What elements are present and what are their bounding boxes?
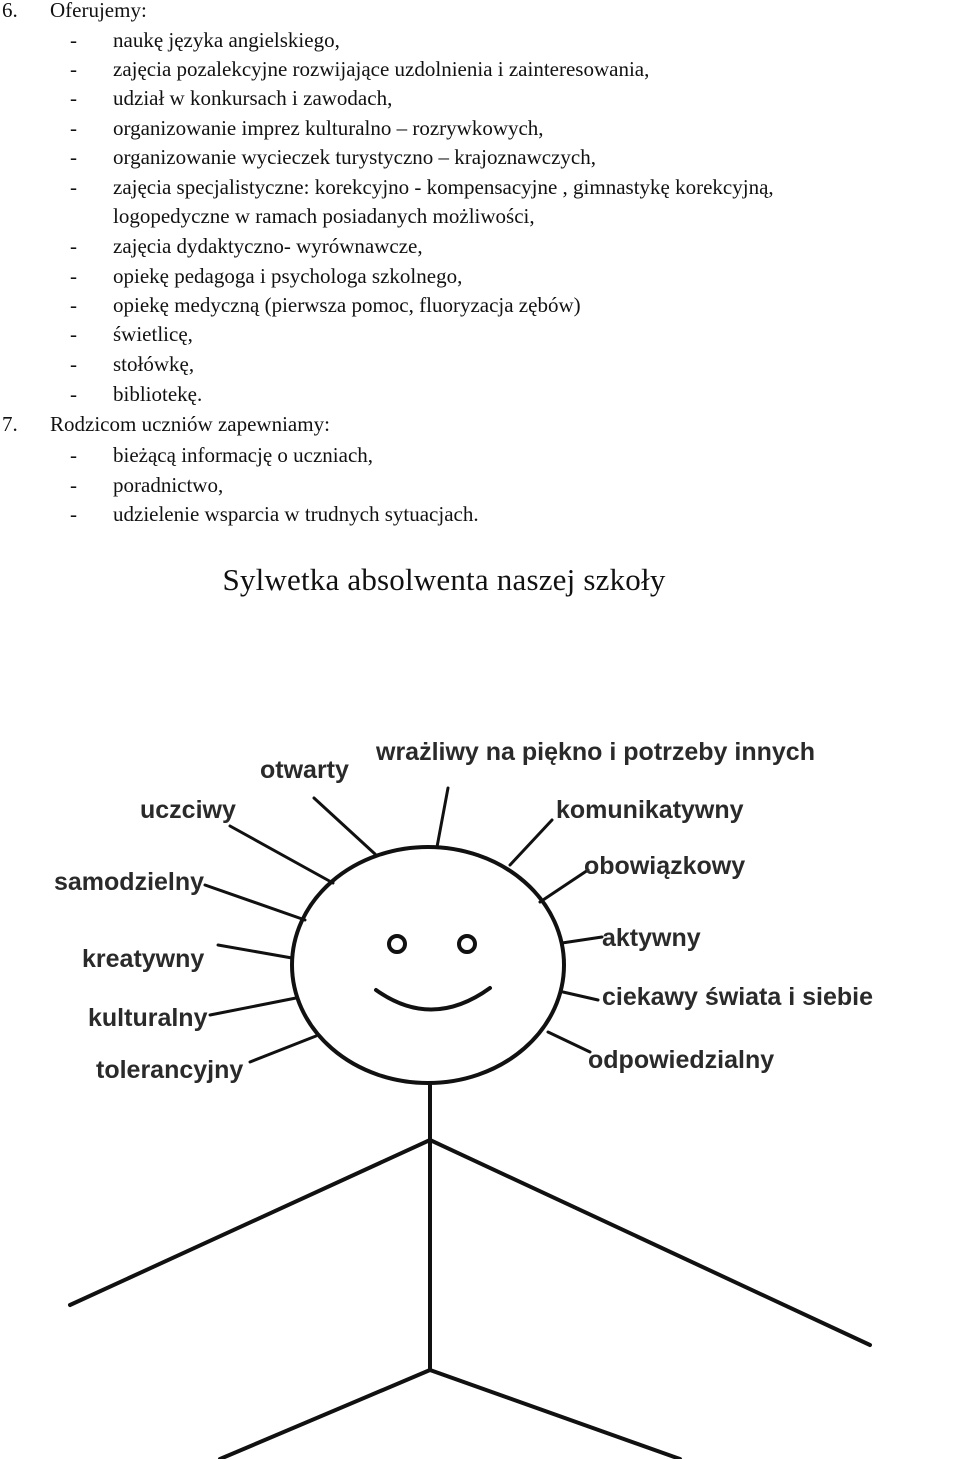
bullet-dash: - <box>70 382 77 406</box>
list-item-text: zajęcia specjalistyczne: korekcyjno - kompensacyjne , gimnastykę korekcyjną, <box>113 175 774 199</box>
ray-line <box>540 870 588 902</box>
list-item-text: opiekę pedagoga i psychologa szkolnego, <box>113 264 463 288</box>
section-number: 6. <box>2 0 18 22</box>
list-item-text: logopedyczne w ramach posiadanych możliwości, <box>113 204 535 228</box>
list-item-text: świetlicę, <box>113 322 193 346</box>
sun-rays <box>205 788 602 1062</box>
ray-line <box>230 826 333 883</box>
bullet-dash: - <box>70 86 77 110</box>
section-number: 7. <box>2 412 18 436</box>
trait-label: ciekawy świata i siebie <box>602 983 873 1011</box>
left-leg-line <box>220 1370 430 1459</box>
bullet-dash: - <box>70 57 77 81</box>
trait-label: wrażliwy na piękno i potrzeby innych <box>376 738 815 766</box>
left-eye-icon <box>389 936 405 952</box>
trait-label: kulturalny <box>88 1004 208 1032</box>
list-item-text: poradnictwo, <box>113 473 224 497</box>
list-item-text: bieżącą informację o uczniach, <box>113 443 374 467</box>
trait-label: otwarty <box>260 756 349 784</box>
bullet-dash: - <box>70 145 77 169</box>
trait-label: kreatywny <box>82 945 205 973</box>
right-arm-line <box>430 1140 870 1345</box>
list-item-text: udział w konkursach i zawodach, <box>113 86 393 110</box>
list-item-text: organizowanie imprez kulturalno – rozrywkowych, <box>113 116 544 140</box>
bullet-dash: - <box>70 502 77 526</box>
right-leg-line <box>430 1370 680 1459</box>
bullet-dash: - <box>70 175 77 199</box>
ray-line <box>563 992 598 1000</box>
list-item-text: zajęcia dydaktyczno- wyrównawcze, <box>113 234 423 258</box>
bullet-dash: - <box>70 352 77 376</box>
trait-label: komunikatywny <box>556 796 744 824</box>
trait-label: aktywny <box>602 924 701 952</box>
list-item-text: bibliotekę. <box>113 382 203 406</box>
bullet-dash: - <box>70 473 77 497</box>
bullet-dash: - <box>70 234 77 258</box>
bullet-dash: - <box>70 264 77 288</box>
ray-line <box>314 798 375 854</box>
trait-label: obowiązkowy <box>584 852 746 880</box>
ray-line <box>437 788 448 847</box>
trait-label: uczciwy <box>140 796 236 824</box>
trait-label: tolerancyjny <box>96 1056 244 1084</box>
page-title: Sylwetka absolwenta naszej szkoły <box>222 562 666 597</box>
list-item-text: opiekę medyczną (pierwsza pomoc, fluoryzacja zębów) <box>113 293 581 317</box>
bullet-dash: - <box>70 28 77 52</box>
ray-line <box>562 937 602 943</box>
ray-line <box>548 1032 590 1052</box>
list-item-text: stołówkę, <box>113 352 195 376</box>
bullet-dash: - <box>70 293 77 317</box>
section-title: Oferujemy: <box>50 0 147 22</box>
list-item-text: zajęcia pozalekcyjne rozwijające uzdolnienia i zainteresowania, <box>113 57 650 81</box>
trait-label: samodzielny <box>54 868 205 896</box>
ray-line <box>218 945 292 958</box>
section-title: Rodzicom uczniów zapewniamy: <box>50 412 330 436</box>
bullet-dash: - <box>70 443 77 467</box>
right-eye-icon <box>459 936 475 952</box>
bullet-dash: - <box>70 322 77 346</box>
bullet-dash: - <box>70 116 77 140</box>
ray-line <box>250 1036 316 1062</box>
ray-line <box>210 998 296 1015</box>
ray-line <box>510 820 552 865</box>
trait-label: odpowiedzialny <box>588 1046 775 1074</box>
list-item-text: naukę języka angielskiego, <box>113 28 340 52</box>
stick-figure-diagram <box>0 640 960 1459</box>
list-item-text: organizowanie wycieczek turystyczno – krajoznawczych, <box>113 145 596 169</box>
list-item-text: udzielenie wsparcia w trudnych sytuacjach. <box>113 502 479 526</box>
smile-mouth <box>376 988 490 1010</box>
left-arm-line <box>70 1140 430 1305</box>
ray-line <box>205 885 305 920</box>
